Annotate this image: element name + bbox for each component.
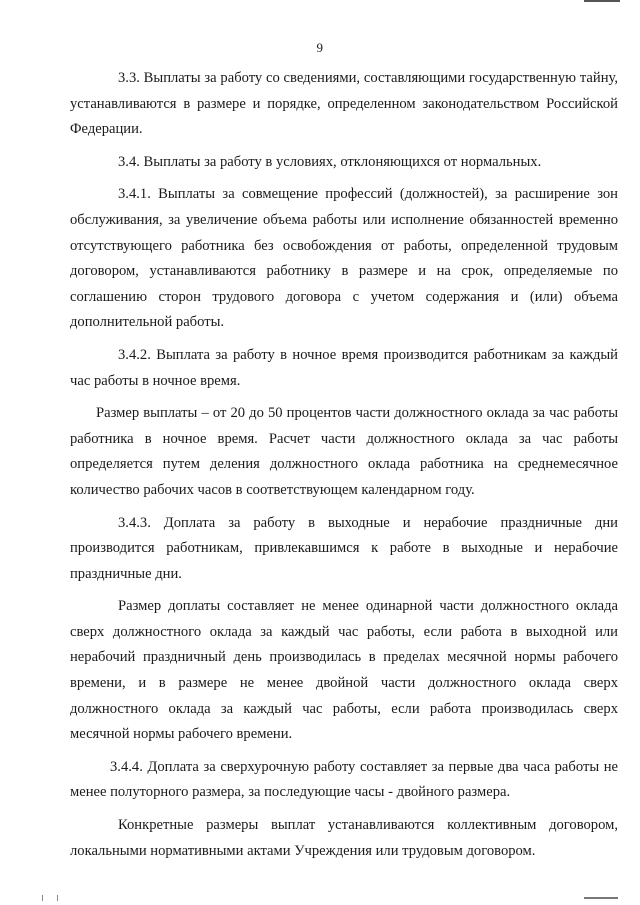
paragraph-3-4: 3.4. Выплаты за работу в условиях, отклоняющихся от нормальных. <box>118 153 542 170</box>
paragraph-3-4-4: 3.4.4. Доплата за сверхурочную работу составляет за первые два часа работы не менее полуторного размера, за последующие часы - двойного размера. <box>70 758 618 801</box>
paragraph-3-3: 3.3. Выплаты за работу со сведениями, составляющими государственную тайну, устанавливаются в размере и порядке, определенном законодательством Российской Федерации. <box>70 70 618 138</box>
document-body <box>70 66 618 871</box>
scan-mark-bottom-left <box>42 895 58 901</box>
scan-mark-bottom-right <box>584 894 618 899</box>
page-number: 9 <box>316 40 324 55</box>
paragraph-3-4-2: 3.4.2. Выплата за работу в ночное время производится работникам за каждый час работы в ночное время. <box>70 346 618 389</box>
paragraph-specific-amounts: Конкретные размеры выплат устанавливаются коллективным договором, локальными нормативными актами Учреждения или трудовым договором. <box>70 817 618 859</box>
paragraph-holiday-pay-size: Размер доплаты составляет не менее одинарной части должностного оклада сверх должностного оклада за каждый час работы, если работа в выходной или нерабочий праздничный день производилась в пределах месячной нормы рабочего времени, и в размере не менее двойной части должностного оклада сверх должностного оклада за каждый час работы, если работа производилась сверх месячной нормы рабочего времени. <box>70 598 618 743</box>
scan-mark-top <box>584 0 620 5</box>
paragraph-3-4-1: 3.4.1. Выплаты за совмещение профессий (должностей), за расширение зон обслуживания, за увеличение объема работы или исполнение обязанностей временно отсутствующего работника без освобождения от работы, определенной трудовым договором, устанавливаются работнику в размере и на срок, определяемые по соглашению сторон трудового договора с учетом содержания и (или) объема дополнительной работы. <box>70 186 618 331</box>
paragraph-3-4-3: 3.4.3. Доплата за работу в выходные и нерабочие праздничные дни производится работникам, привлекавшимся к работе в выходные и нерабочие праздничные дни. <box>70 514 618 582</box>
paragraph-night-pay-size: Размер выплаты – от 20 до 50 процентов части должностного оклада за час работы работника в ночное время. Расчет части должностного оклада за час работы определяется путем деления должностного оклада работника на среднемесячное количество рабочих часов в соответствующем календарном году. <box>70 405 618 498</box>
